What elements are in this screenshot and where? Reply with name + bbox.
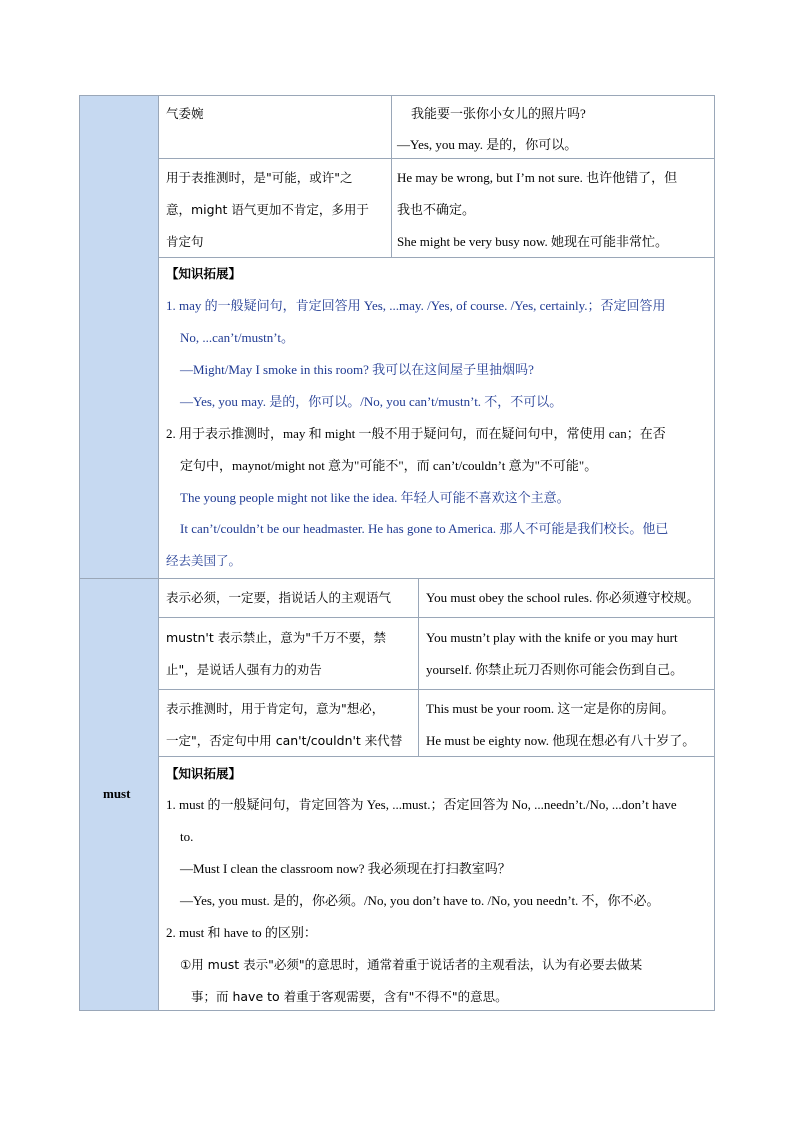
divider <box>158 257 715 258</box>
ext-line: 2. 用于表示推测时，may 和 might 一般不用于疑问句，而在疑问句中，常使用 can；在否 <box>166 426 666 441</box>
cell-text: —Yes, you may. 是的，你可以。 <box>397 137 578 152</box>
ext-line: 经去美国了。 <box>166 553 242 568</box>
cell-text: yourself. 你禁止玩刀否则你可能会伤到自己。 <box>426 662 684 677</box>
cell-text: 止"，是说话人强有力的劝告 <box>166 662 322 677</box>
ext-line: 1. may 的一般疑问句，肯定回答用 Yes, ...may. /Yes, of course. /Yes, certainly.；否定回答用 <box>166 298 666 313</box>
ext-line: 定句中，maynot/might not 意为"可能不"，而 can’t/couldn’t 意为"不可能"。 <box>180 458 598 473</box>
cell-text: This must be your room. 这一定是你的房间。 <box>426 701 675 716</box>
cell-text: 表示推测时，用于肯定句，意为"想必， <box>166 701 385 716</box>
ext-line: —Must I clean the classroom now? 我必须现在打扫教室吗？ <box>180 861 511 876</box>
cell-text: 一定"，否定句中用 can't/couldn't 来代替 <box>166 733 403 748</box>
divider <box>158 617 715 618</box>
divider <box>158 689 715 690</box>
ext-line: —Might/May I smoke in this room? 我可以在这间屋子里抽烟吗? <box>180 362 534 377</box>
ext-line: No, ...can’t/mustn’t。 <box>180 330 294 345</box>
ext-line: 事；而 have to 着重于客观需要，含有"不得不"的意思。 <box>191 989 508 1004</box>
divider <box>391 95 392 257</box>
section-heading: 【知识拓展】 <box>166 766 242 781</box>
divider <box>158 756 715 757</box>
divider <box>158 158 715 159</box>
cell-text: He must be eighty now. 他现在想必有八十岁了。 <box>426 733 696 748</box>
cell-text: 我能要一张你小女儿的照片吗? <box>411 106 586 121</box>
ext-line: —Yes, you must. 是的，你必须。/No, you don’t have to. /No, you needn’t. 不，你不必。 <box>180 893 660 908</box>
ext-line: The young people might not like the idea. 年轻人可能不喜欢这个主意。 <box>180 490 570 505</box>
left-column-top <box>79 95 159 579</box>
section-heading: 【知识拓展】 <box>166 266 242 281</box>
ext-line: It can’t/couldn’t be our headmaster. He has gone to America. 那人不可能是我们校长。他已 <box>180 521 669 536</box>
cell-text: He may be wrong, but I’m not sure. 也许他错了，但 <box>397 170 678 185</box>
ext-line: —Yes, you may. 是的，你可以。/No, you can’t/mustn’t. 不，不可以。 <box>180 394 563 409</box>
cell-text: 表示必须，一定要，指说话人的主观语气 <box>166 590 392 605</box>
ext-line: 1. must 的一般疑问句，肯定回答为 Yes, ...must.；否定回答为 No, ...needn’t./No, ...don’t have <box>166 797 677 812</box>
divider <box>418 578 419 756</box>
ext-line: ①用 must 表示"必须"的意思时，通常着重于说话者的主观看法，认为有必要去做某 <box>180 957 643 972</box>
cell-text: You must obey the school rules. 你必须遵守校规。 <box>426 590 700 605</box>
ext-line: 2. must 和 have to 的区别： <box>166 925 317 940</box>
cell-text: mustn't 表示禁止，意为"千万不要，禁 <box>166 630 386 645</box>
cell-text: 意，might 语气更加不肯定，多用于 <box>166 202 369 217</box>
cell-text: 我也不确定。 <box>397 202 476 217</box>
ext-line: to. <box>180 829 194 844</box>
cell-text: You mustn’t play with the knife or you may hurt <box>426 630 678 645</box>
cell-text: 用于表推测时，是"可能，或许"之 <box>166 170 353 185</box>
must-label: must <box>103 786 131 801</box>
cell-text: 气委婉 <box>166 106 204 121</box>
cell-text: She might be very busy now. 她现在可能非常忙。 <box>397 234 669 249</box>
cell-text: 肯定句 <box>166 234 204 249</box>
